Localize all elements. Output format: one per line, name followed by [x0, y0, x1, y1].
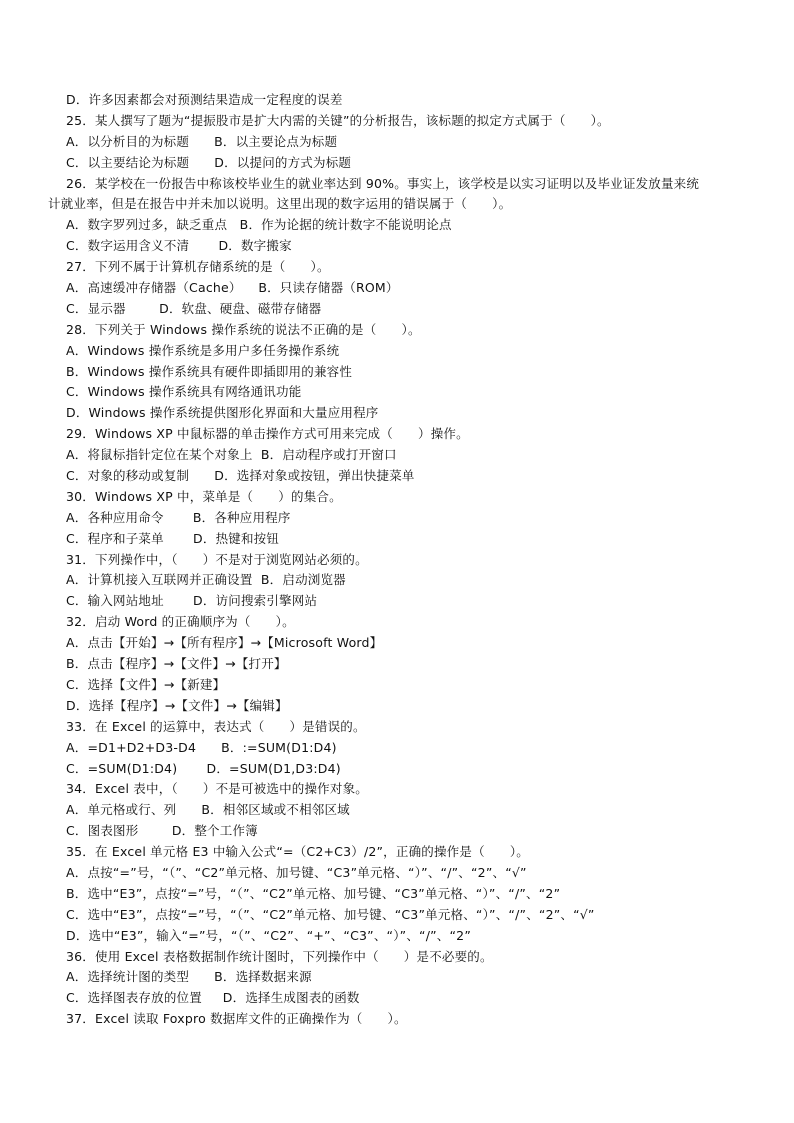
answer-options: A．计算机接入互联网并正确设置 B．启动浏览器: [66, 572, 346, 588]
answer-options: A．选择统计图的类型 B．选择数据来源: [66, 969, 312, 985]
question-stem: 34．Excel 表中，（ ）不是可被选中的操作对象。: [66, 781, 368, 797]
answer-options: D．Windows 操作系统提供图形化界面和大量应用程序: [66, 405, 379, 421]
answer-options: B．Windows 操作系统具有硬件即插即用的兼容性: [66, 363, 353, 379]
answer-options: A．=D1+D2+D3-D4 B．:=SUM(D1:D4): [66, 739, 337, 755]
question-stem: 30．Windows XP 中，菜单是（ ）的集合。: [66, 488, 342, 504]
answer-options: D．选中“E3”，输入“=”号，“（”、“C2”、“+”、“C3”、“）”、“/”、“2”: [66, 927, 472, 943]
question-stem: 37．Excel 读取 Foxpro 数据库文件的正确操作为（ ）。: [66, 1011, 407, 1027]
answer-options: C．显示器 D．软盘、硬盘、磁带存储器: [66, 300, 322, 316]
question-stem: 28．下列关于 Windows 操作系统的说法不正确的是（ ）。: [66, 321, 421, 337]
answer-options: D．选择【程序】→【文件】→【编辑】: [66, 697, 288, 713]
answer-options: A．Windows 操作系统是多用户多任务操作系统: [66, 342, 340, 358]
answer-options: C．选择图表存放的位置 D．选择生成图表的函数: [66, 990, 360, 1006]
question-stem: 33．在 Excel 的运算中，表达式（ ）是错误的。: [66, 718, 366, 734]
answer-options: A．数字罗列过多，缺乏重点 B．作为论据的统计数字不能说明论点: [66, 217, 452, 233]
question-stem: 31．下列操作中，（ ）不是对于浏览网站必须的。: [66, 551, 368, 567]
answer-options: A．点按“=”号，“（”、“C2”单元格、加号键、“C3”单元格、“）”、“/”、“2”、“√”: [66, 864, 527, 880]
answer-options: A．高速缓冲存储器（Cache） B．只读存储器（ROM）: [66, 280, 399, 296]
answer-options: C．图表图形 D．整个工作簿: [66, 823, 258, 839]
answer-options: C．对象的移动或复制 D．选择对象或按钮，弹出快捷菜单: [66, 468, 415, 484]
answer-options: C．选择【文件】→【新建】: [66, 676, 226, 692]
answer-options: A．将鼠标指针定位在某个对象上 B．启动程序或打开窗口: [66, 447, 397, 463]
answer-options: C．以主要结论为标题 D．以提问的方式为标题: [66, 154, 352, 170]
answer-options: A．点击【开始】→【所有程序】→【Microsoft Word】: [66, 635, 383, 651]
question-stem-continuation: 计就业率，但是在报告中并未加以说明。这里出现的数字运用的错误属于（ ）。: [48, 196, 512, 212]
question-stem: 27．下列不属于计算机存储系统的是（ ）。: [66, 259, 330, 275]
answer-options: D．许多因素都会对预测结果造成一定程度的误差: [66, 92, 343, 107]
question-stem: 26．某学校在一份报告中称该校毕业生的就业率达到 90%。事实上，该学校是以实习证明以及毕业证发放量来统: [66, 175, 700, 191]
question-list: [0, 90, 794, 1030]
answer-options: C．=SUM(D1:D4) D．=SUM(D1,D3:D4): [66, 760, 341, 776]
answer-options: C．输入网站地址 D．访问搜索引擎网站: [66, 593, 318, 609]
question-stem: 25．某人撰写了题为“提振股市是扩大内需的关键”的分析报告，该标题的拟定方式属于（ ）。: [66, 112, 610, 128]
question-stem: 35．在 Excel 单元格 E3 中输入公式“=（C2+C3）/2”，正确的操作是（ ）。: [66, 844, 529, 860]
answer-options: C．程序和子菜单 D．热键和按钮: [66, 530, 280, 546]
answer-options: B．点击【程序】→【文件】→【打开】: [66, 656, 287, 672]
question-stem: 29．Windows XP 中鼠标器的单击操作方式可用来完成（ ）操作。: [66, 426, 469, 442]
question-stem: 32．启动 Word 的正确顺序为（ ）。: [66, 614, 295, 630]
answer-options: B．选中“E3”，点按“=”号，“（”、“C2”单元格、加号键、“C3”单元格、“）”、“/”、“2”: [66, 885, 561, 901]
answer-options: C．Windows 操作系统具有网络通讯功能: [66, 384, 302, 400]
answer-options: A．以分析目的为标题 B．以主要论点为标题: [66, 133, 338, 149]
answer-options: C．数字运用含义不清 D．数字搬家: [66, 238, 292, 254]
answer-options: A．单元格或行、列 B．相邻区域或不相邻区域: [66, 802, 350, 818]
question-stem: 36．使用 Excel 表格数据制作统计图时，下列操作中（ ）是不必要的。: [66, 948, 493, 964]
answer-options: A．各种应用命令 B．各种应用程序: [66, 509, 291, 525]
answer-options: C．选中“E3”，点按“=”号，“（”、“C2”单元格、加号键、“C3”单元格、“）”、“/”、“2”、“√”: [66, 906, 595, 922]
